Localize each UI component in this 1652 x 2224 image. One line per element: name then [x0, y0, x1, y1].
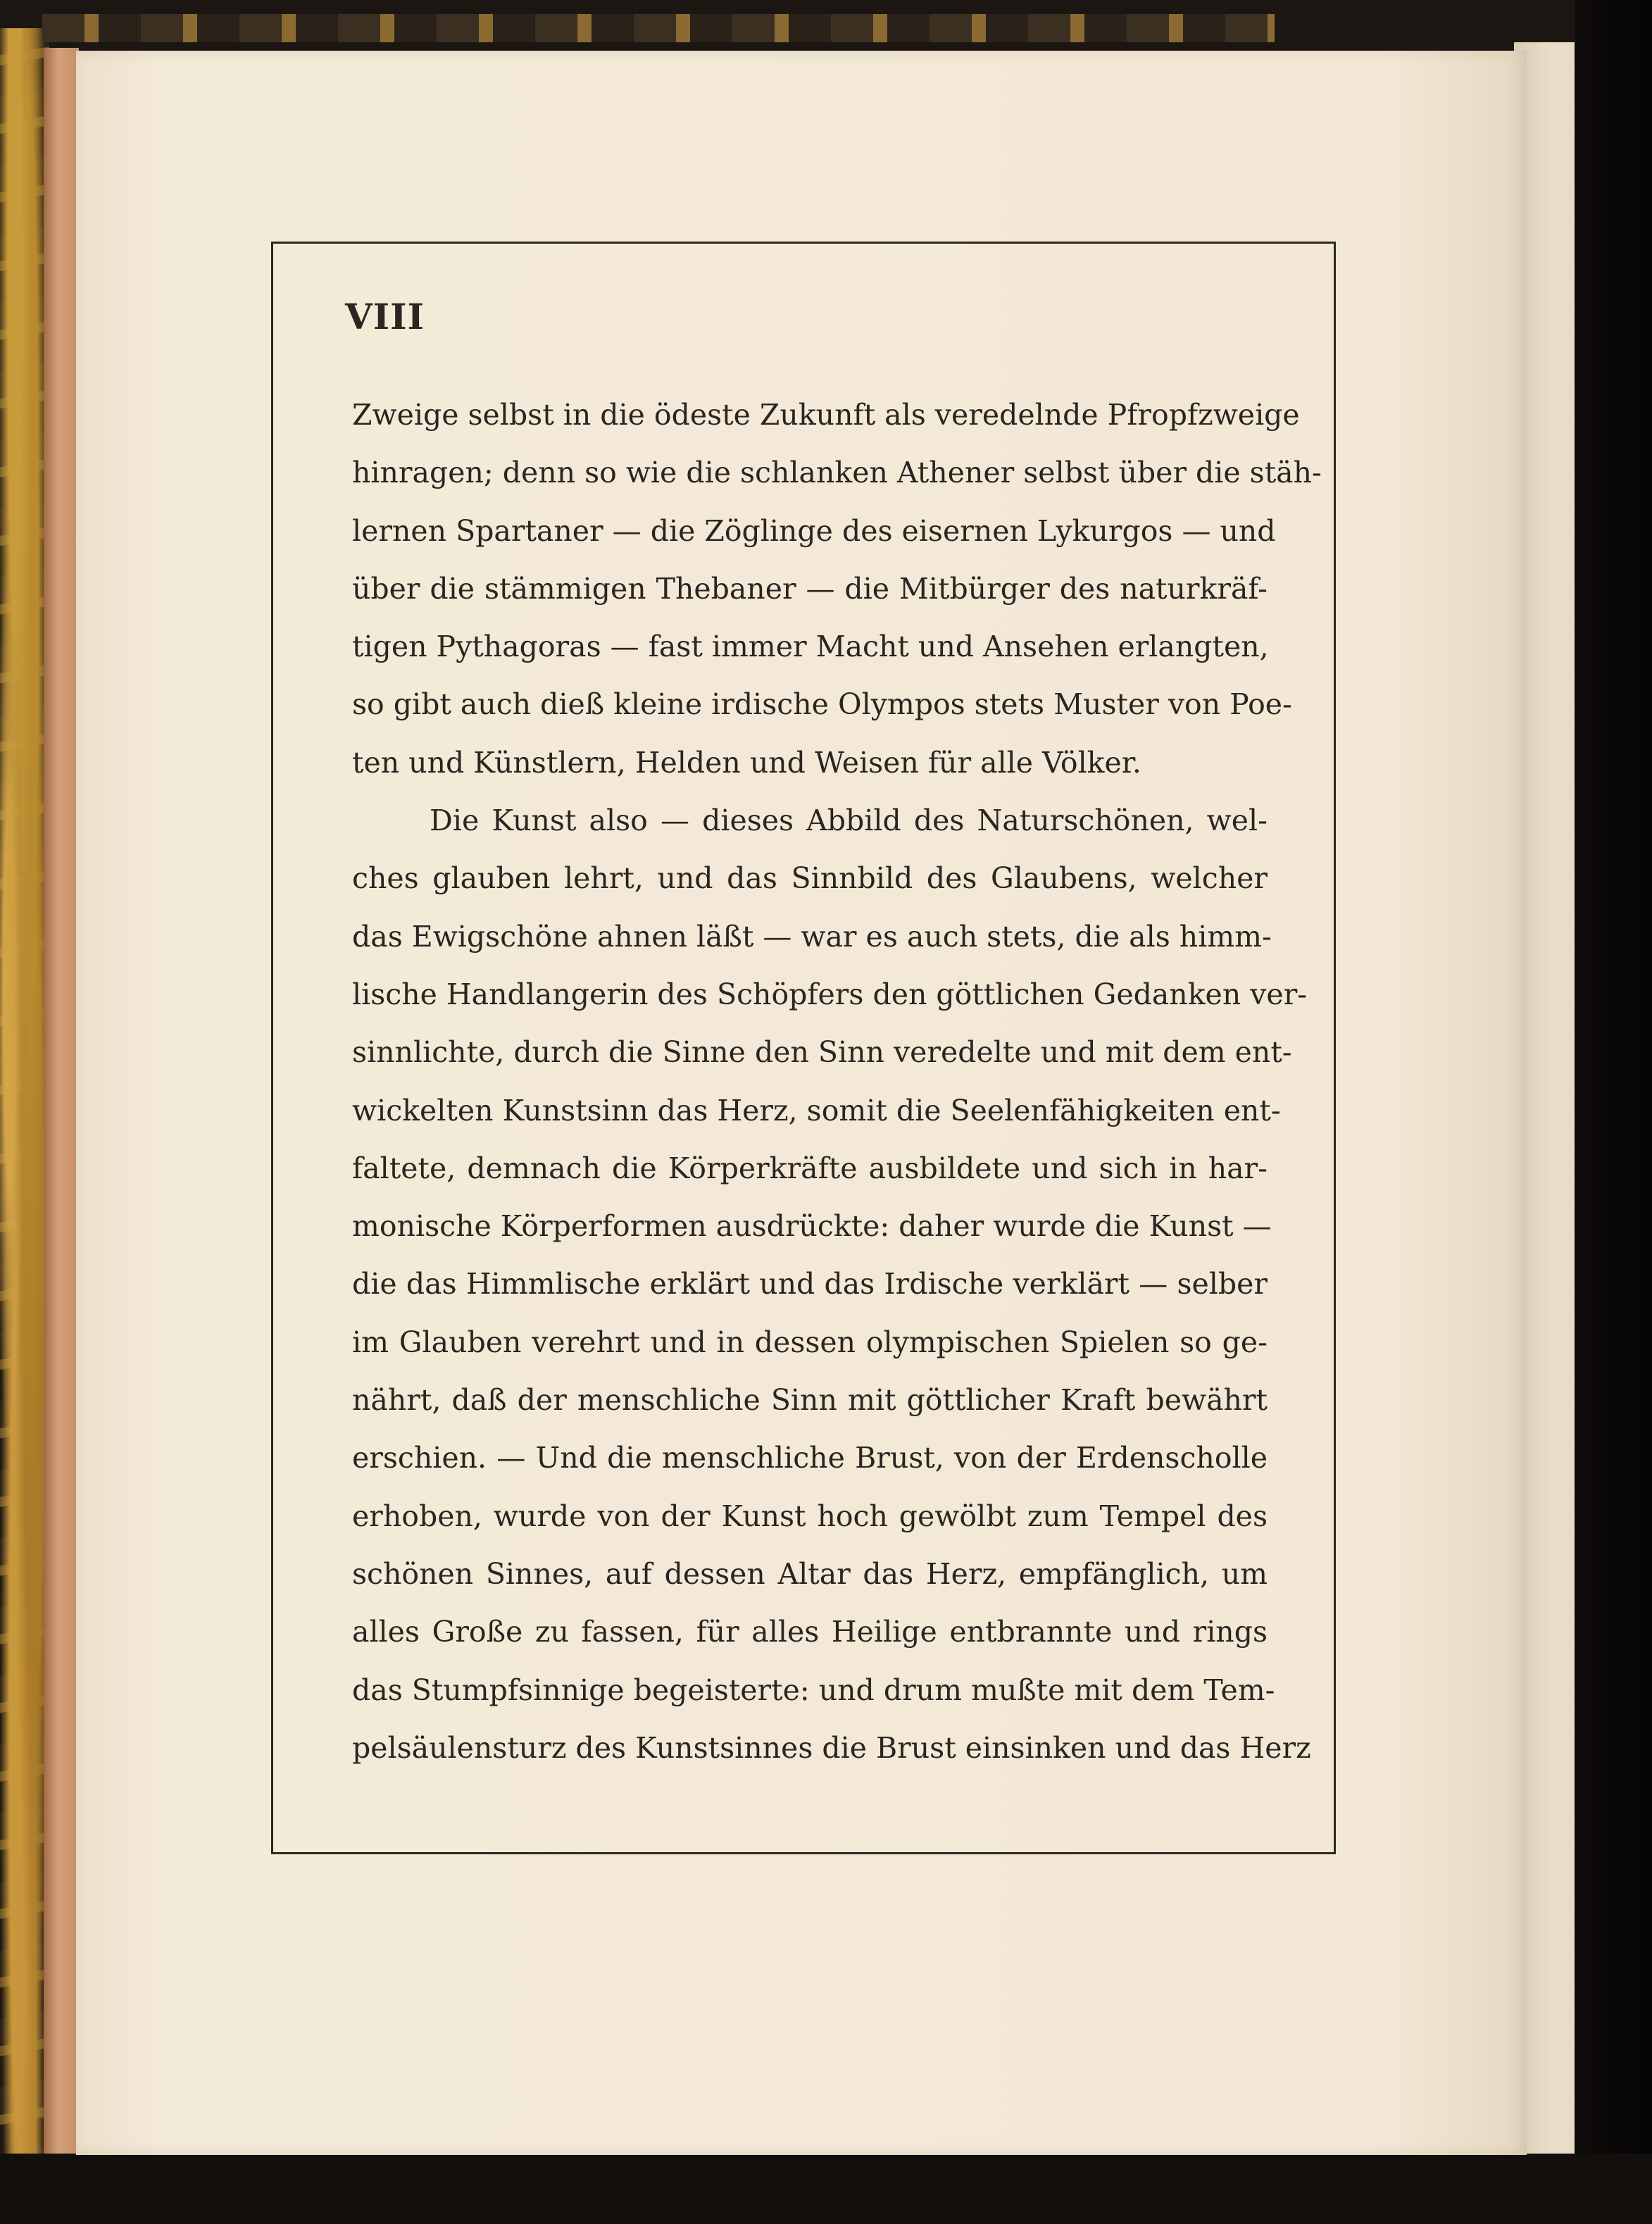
dark-background-bottom: [0, 2154, 1652, 2224]
text-line: lernen Spartaner — die Zöglinge des eisernen Lykurgos — und: [352, 513, 1276, 548]
text-line: faltete, demnach die Körperkräfte ausbildete und sich in har-: [352, 1151, 1268, 1185]
text-line: Die Kunst also — dieses Abbild des Naturschönen, wel-: [430, 804, 1268, 838]
text-line: ches glauben lehrt, und das Sinnbild des Glaubens, welcher: [352, 861, 1268, 896]
text-line: hinragen; denn so wie die schlanken Athener selbst über die stäh-: [352, 456, 1322, 490]
text-line: nährt, daß der menschliche Sinn mit göttlicher Kraft bewährt: [352, 1383, 1268, 1418]
text-line: monische Körperformen ausdrückte: daher wurde die Kunst —: [352, 1209, 1272, 1244]
text-line: alles Große zu fassen, für alles Heilige entbrannte und rings: [352, 1615, 1268, 1649]
text-line: tigen Pythagoras — fast immer Macht und Ansehen erlangten,: [352, 630, 1269, 664]
dark-background: [1575, 0, 1652, 2224]
text-line: wickelten Kunstsinn das Herz, somit die Seelenfähigkeiten ent-: [352, 1093, 1281, 1127]
page-number: VIII: [345, 296, 425, 337]
text-line: so gibt auch dieß kleine irdische Olympos stets Muster von Poe-: [352, 687, 1292, 722]
text-line: im Glauben verehrt und in dessen olympischen Spielen so ge-: [352, 1325, 1268, 1359]
text-line: sinnlichte, durch die Sinne den Sinn veredelte und mit dem ent-: [352, 1035, 1292, 1070]
page-edges: [44, 48, 79, 2154]
text-line: lische Handlangerin des Schöpfers den göttlichen Gedanken ver-: [352, 977, 1308, 1011]
text-line: das Ewigschöne ahnen läßt — war es auch stets, die als himm-: [352, 919, 1272, 954]
marbled-cover: [0, 28, 49, 2176]
text-line: Zweige selbst in die ödeste Zukunft als veredelnde Pfropfzweige: [352, 398, 1300, 432]
text-line: pelsäulensturz des Kunstsinnes die Brust einsinken und das Herz: [352, 1730, 1311, 1765]
text-line: erschien. — Und die menschliche Brust, von der Erdenscholle: [352, 1441, 1268, 1475]
marbled-cover-top: [42, 14, 1275, 42]
text-line: ten und Künstlern, Helden und Weisen für alle Völker.: [352, 745, 1141, 780]
body-text: [352, 386, 1322, 1777]
text-line: über die stämmigen Thebaner — die Mitbürger des naturkräf-: [352, 571, 1268, 606]
text-line: schönen Sinnes, auf dessen Altar das Herz, empfänglich, um: [352, 1556, 1268, 1591]
text-line: erhoben, wurde von der Kunst hoch gewölbt zum Tempel des: [352, 1499, 1268, 1533]
text-line: das Stumpfsinnige begeisterte: und drum mußte mit dem Tem-: [352, 1673, 1275, 1707]
text-line: die das Himmlische erklärt und das Irdische verklärt — selber: [352, 1267, 1268, 1301]
